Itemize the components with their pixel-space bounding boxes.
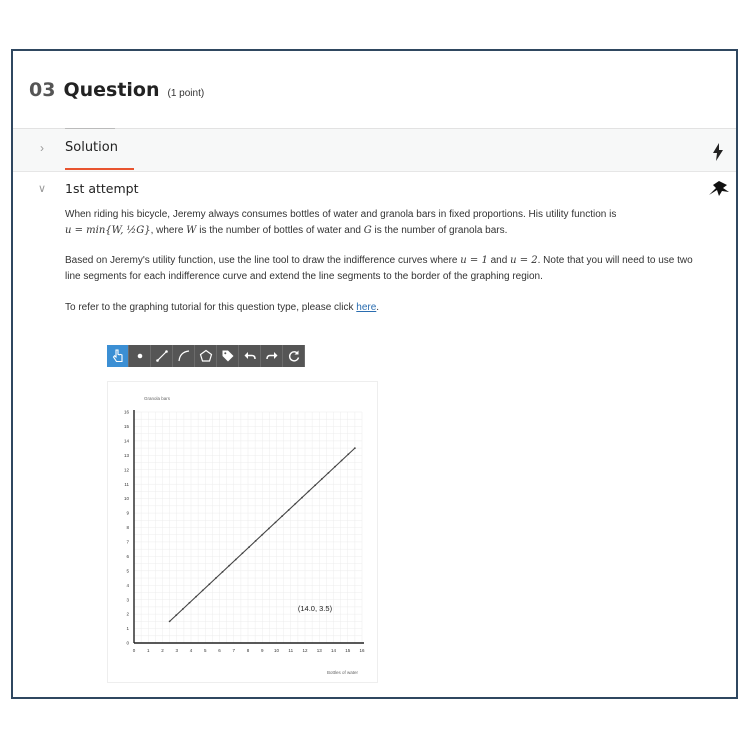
attempt-label[interactable]: 1st attempt [65,181,139,196]
indifference-curve-chart[interactable] [108,382,377,682]
question-paragraph-instructions [65,253,705,285]
question-number: 03 [29,79,56,101]
x-tick-label: 4 [189,648,193,653]
curve-icon [177,349,191,363]
y-tick-label: 12 [123,467,129,473]
y-tick-label: 3 [126,597,129,603]
line-point [268,528,270,530]
line-point [275,521,277,523]
y-tick-label: 15 [123,424,129,430]
x-tick-label: 9 [260,648,264,653]
y-tick-label: 2 [126,611,129,617]
label-tool[interactable] [217,345,239,367]
text-segment: and [487,255,511,266]
line-point [294,503,296,505]
question-paragraph-utility [65,207,705,239]
text-segment: . Note that you will need to use two line segments for each indifference curve and extend the line segments to the border of the graphing region. [65,255,693,282]
y-tick-label: 9 [126,510,129,516]
pointer-tool[interactable] [107,345,129,367]
x-tick-label: 15 [345,648,351,653]
y-axis-label: Granola bars [144,396,171,401]
y-tick-label: 5 [126,568,129,574]
y-tick-label: 8 [126,525,129,531]
text-segment: . [376,302,380,313]
question-points: (1 point) [167,88,205,99]
math-var: W [186,225,197,236]
math-var: G [363,225,372,236]
y-tick-label: 1 [126,626,129,632]
line-point [208,583,210,585]
y-tick-label: 11 [124,481,129,487]
x-tick-label: 14 [330,648,337,653]
text-segment: is the number of granola bars. [371,225,508,236]
divider [65,128,115,129]
line-point [347,453,349,455]
x-tick-label: 5 [203,648,207,653]
line-point [288,509,290,511]
line-point [228,565,230,567]
line-point [328,472,330,474]
line-point [175,614,177,616]
line-point [189,602,191,604]
x-tick-label: 1 [146,648,150,653]
utility-function: u = min{W, ½G} [65,225,151,236]
x-tick-label: 10 [273,648,280,653]
line-point [242,552,244,554]
x-tick-label: 2 [161,648,164,653]
line-point [215,577,217,579]
x-tick-label: 0 [132,648,136,653]
line-point [308,491,310,493]
curve-tool[interactable] [173,345,195,367]
line-point [334,466,336,468]
question-header [29,79,204,101]
math-expr: u = 1 [460,255,488,266]
line-point [255,540,257,542]
text-segment: is the number of bottles of water and [196,225,364,236]
reset-tool[interactable] [283,345,305,367]
question-title: Question [63,79,160,101]
question-panel [11,49,738,699]
line-point [314,484,316,486]
solution-tab-underline [65,168,134,170]
line-point [301,497,303,499]
line-point [354,447,356,449]
y-tick-label: 4 [126,582,129,588]
line-icon [155,349,169,363]
solution-row[interactable] [13,128,736,172]
x-tick-label: 3 [175,648,179,653]
text-segment: When riding his bicycle, Jeremy always consumes bottles of water and granola bars in fixed proportions. His utility function is [65,209,617,220]
x-tick-label: 11 [288,648,294,653]
y-tick-label: 14 [123,438,129,444]
point-annotation: (14.0, 3.5) [297,604,333,614]
x-tick-label: 7 [232,648,236,653]
y-tick-label: 7 [126,539,129,545]
line-point [341,460,343,462]
graphing-region[interactable] [107,381,378,683]
x-tick-label: 16 [359,648,365,653]
line-tool[interactable] [151,345,173,367]
text-segment: To refer to the graphing tutorial for this question type, please click [65,302,357,313]
solution-tab[interactable]: Solution [65,140,118,155]
x-axis-label: Bottles of water [326,670,358,675]
chevron-right-icon[interactable]: › [40,141,44,155]
text-segment: Based on Jeremy's utility function, use the line tool to draw the indifference curves where [65,255,461,266]
line-point [261,534,263,536]
undo-icon [243,349,257,363]
line-point [321,478,323,480]
question-paragraph-tutorial [65,300,705,316]
y-tick-label: 13 [123,452,129,458]
line-point [248,546,250,548]
x-tick-label: 13 [316,648,322,653]
y-tick-label: 6 [126,553,129,559]
redo-tool[interactable] [261,345,283,367]
math-expr: u = 2 [510,255,538,266]
point-tool[interactable] [129,345,151,367]
label-icon [221,349,235,363]
y-tick-labels [124,410,130,646]
line-point [182,608,184,610]
polygon-tool[interactable] [195,345,217,367]
lightning-icon[interactable] [711,143,725,161]
y-tick-label: 10 [123,496,129,502]
y-tick-label: 0 [126,640,129,646]
redo-icon [265,349,279,363]
pin-icon[interactable] [708,179,730,197]
reset-icon [287,349,301,363]
polygon-icon [199,349,213,363]
x-tick-label: 8 [246,648,250,653]
x-tick-label: 6 [218,648,221,653]
line-point [222,571,224,573]
x-tick-labels [133,648,365,653]
pointer-icon [111,349,125,363]
tutorial-link[interactable]: here [356,302,377,313]
chevron-down-icon[interactable]: ∨ [38,183,47,195]
y-tick-label: 16 [123,409,129,415]
graph-toolbar [107,345,305,367]
point-icon [133,349,147,363]
text-segment: , where [150,225,187,236]
line-point [202,590,204,592]
line-point [281,515,283,517]
x-tick-label: 12 [302,648,308,653]
line-point [235,559,237,561]
undo-tool[interactable] [239,345,261,367]
line-point [195,596,197,598]
line-point [169,620,171,622]
